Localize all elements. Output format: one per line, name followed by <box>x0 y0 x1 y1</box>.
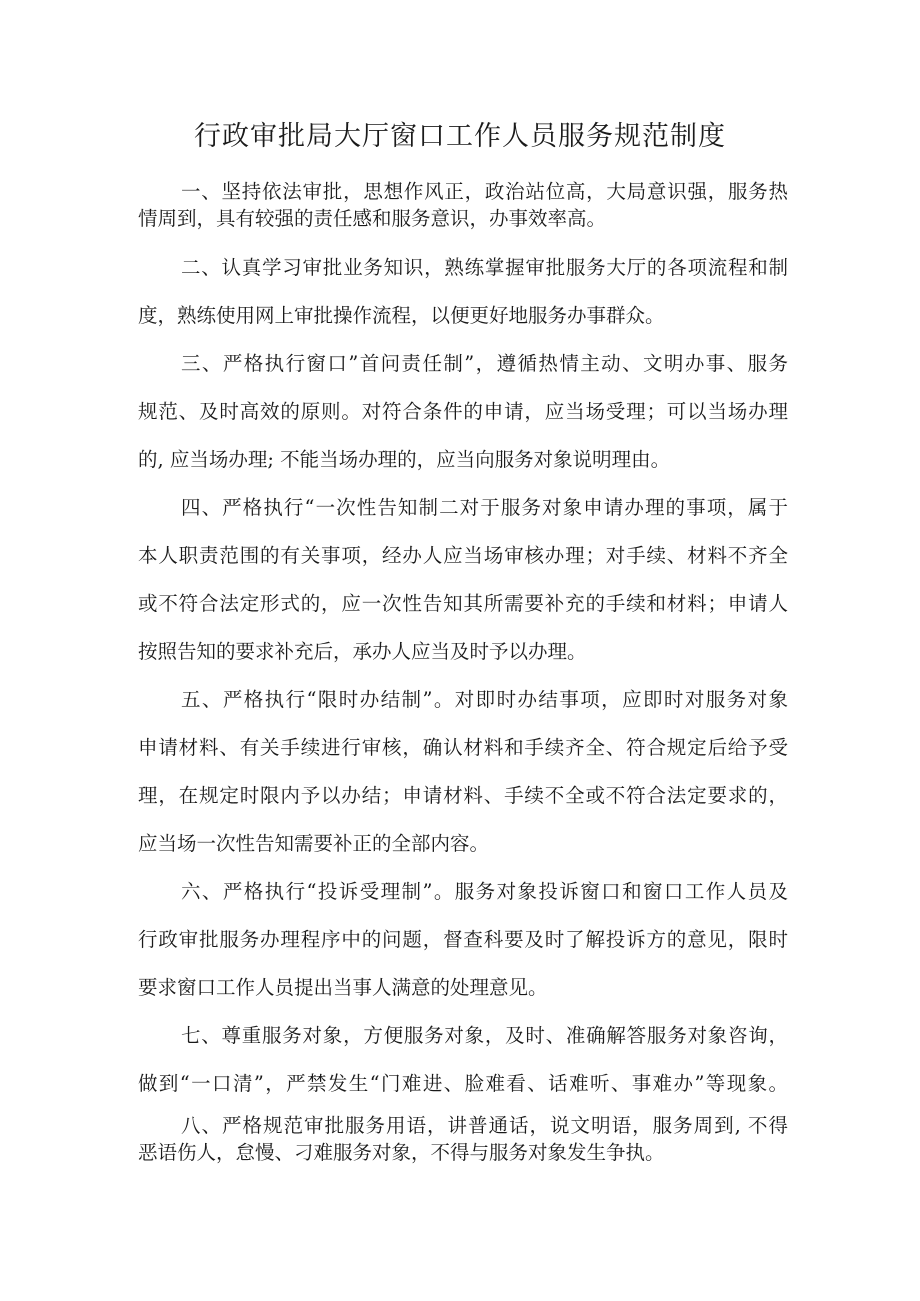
paragraph-5-line-3: 理，在规定时限内予以办结；申请材料、手续不全或不符合法定要求的， <box>138 784 788 807</box>
paragraph-2-line-1: 二、认真学习审批业务知识，熟练掌握审批服务大厅的各项流程和制 <box>181 256 788 279</box>
paragraph-5-line-2: 申请材料、有关手续进行审核，确认材料和手续齐全、符合规定后给予受 <box>138 736 788 759</box>
paragraph-4-line-2: 本人职责范围的有关事项，经办人应当场审核办理；对手续、材料不齐全 <box>138 544 788 567</box>
paragraph-1-line-1: 一、坚持依法审批，思想作风正，政治站位高，大局意识强，服务热 <box>181 180 788 203</box>
paragraph-5-line-4: 应当场一次性告知需要补正的全部内容。 <box>138 832 490 855</box>
paragraph-3-line-2: 规范、及时高效的原则。对符合条件的申请，应当场受理；可以当场办理 <box>138 400 788 423</box>
paragraph-8-line-1: 八、严格规范审批服务用语，讲普通话，说文明语，服务周到, 不得 <box>181 1114 788 1137</box>
paragraph-7-line-1: 七、尊重服务对象，方便服务对象，及时、准确解答服务对象咨询， <box>181 1024 788 1047</box>
paragraph-4-line-3: 或不符合法定形式的，应一次性告知其所需要补充的手续和材料；申请人 <box>138 592 788 615</box>
paragraph-3-line-3: 的, 应当场办理; 不能当场办理的，应当向服务对象说明理由。 <box>138 448 671 471</box>
paragraph-3-line-1: 三、严格执行窗口”首问责任制”，遵循热情主动、文明办事、服务 <box>181 352 788 375</box>
paragraph-4-line-4: 按照告知的要求补充后，承办人应当及时予以办理。 <box>138 640 587 663</box>
paragraph-6-line-1: 六、严格执行“投诉受理制”。服务对象投诉窗口和窗口工作人员及 <box>181 880 788 903</box>
paragraph-4-line-1: 四、严格执行“一次性告知制二对于服务对象申请办理的事项，属于 <box>181 496 788 519</box>
paragraph-7-line-2: 做到“一口清”，严禁发生“门难进、脸难看、话难听、事难办”等现象。 <box>138 1072 788 1095</box>
document-title: 行政审批局大厅窗口工作人员服务规范制度 <box>194 121 726 152</box>
paragraph-6-line-2: 行政审批服务办理程序中的问题，督查科要及时了解投诉方的意见，限时 <box>138 928 788 951</box>
paragraph-1-line-2: 情周到，具有较强的责任感和服务意识，办事效率高。 <box>138 207 607 230</box>
paragraph-6-line-3: 要求窗口工作人员提出当事人满意的处理意见。 <box>138 976 548 999</box>
paragraph-2-line-2: 度，熟练使用网上审批操作流程，以便更好地服务办事群众。 <box>138 304 665 327</box>
paragraph-5-line-1: 五、严格执行“限时办结制”。对即时办结事项，应即时对服务对象 <box>181 688 788 711</box>
paragraph-8-line-2: 恶语伤人，怠慢、刁难服务对象，不得与服务对象发生争执。 <box>138 1141 665 1164</box>
